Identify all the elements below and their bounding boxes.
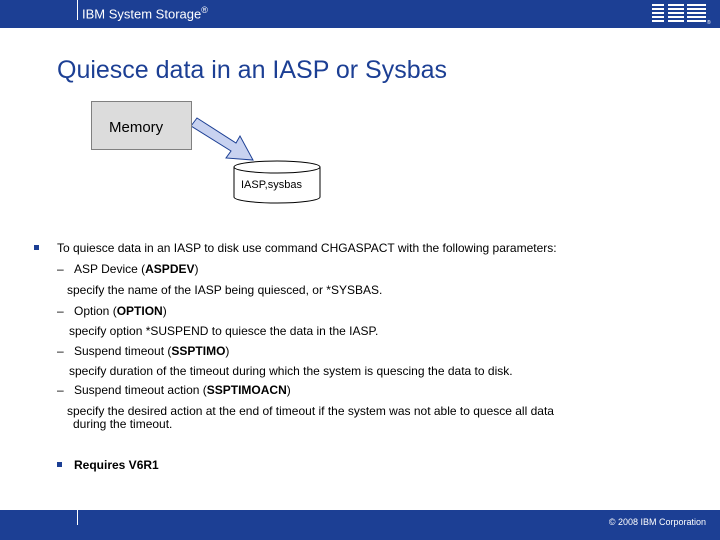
bullet-icon — [34, 245, 39, 250]
dash-icon: – — [57, 304, 64, 318]
param-suspend-action-desc: specify the desired action at the end of timeout if the system was not able to quesce all data — [67, 404, 554, 418]
dash-icon: – — [57, 383, 64, 397]
copyright-text: © 2008 IBM Corporation — [608, 517, 706, 527]
header-title: IBM System Storage® — [82, 5, 208, 22]
param-suspend-action-desc-cont: during the timeout. — [73, 417, 173, 431]
svg-text:®: ® — [707, 20, 711, 26]
slide-title: Quiesce data in an IASP or Sysbas — [57, 56, 448, 84]
dash-icon: – — [57, 262, 64, 276]
intro-text: To quiesce data in an IASP to disk use command CHGASPACT with the following parameters: — [57, 241, 557, 255]
cylinder-label: IASP,sysbas — [241, 179, 302, 191]
param-suspend-timeout-desc: specify duration of the timeout during which the system is quescing the data to disk. — [69, 364, 513, 378]
footer-divider — [77, 510, 78, 525]
param-suspend-action: Suspend timeout action (SSPTIMOACN) — [74, 383, 291, 397]
param-asp-device-desc: specify the name of the IASP being quiesced, or *SYSBAS. — [67, 283, 383, 297]
param-option: Option (OPTION) — [74, 304, 167, 318]
dash-icon: – — [57, 344, 64, 358]
param-asp-device: ASP Device (ASPDEV) — [74, 262, 199, 276]
footer-bar — [0, 510, 720, 540]
param-suspend-timeout: Suspend timeout (SSPTIMO) — [74, 344, 230, 358]
param-option-desc: specify option *SUSPEND to quiesce the data in the IASP. — [69, 324, 379, 338]
requires-text: Requires V6R1 — [74, 458, 159, 472]
memory-label: Memory — [109, 119, 164, 136]
bullet-icon — [57, 462, 62, 467]
